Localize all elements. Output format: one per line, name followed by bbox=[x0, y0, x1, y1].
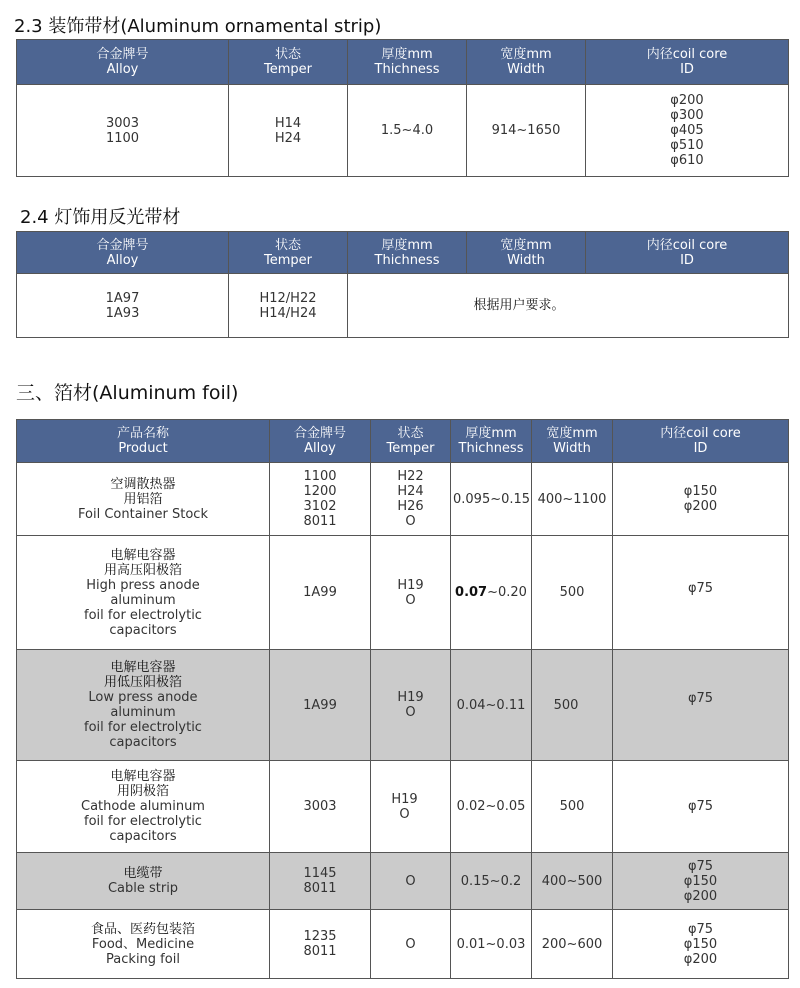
cell-id: φ75 bbox=[613, 761, 789, 853]
cell-temper: H12/H22 H14/H24 bbox=[229, 274, 348, 338]
cell-alloy: 1235 8011 bbox=[270, 910, 371, 979]
cell-temper: H22 H24 H26 O bbox=[371, 463, 451, 536]
cell-width: 500 bbox=[532, 761, 613, 853]
header-id: 内径coil core ID bbox=[586, 232, 789, 274]
cell-id: φ75 φ150 φ200 bbox=[613, 910, 789, 979]
section-2-4-title: 2.4 灯饰用反光带材 bbox=[20, 207, 181, 228]
table-header-row bbox=[17, 420, 789, 463]
cell-alloy: 1A97 1A93 bbox=[17, 274, 229, 338]
header-temper: 状态 Temper bbox=[371, 420, 451, 463]
header-alloy: 合金牌号 Alloy bbox=[17, 232, 229, 274]
table-header-row bbox=[17, 40, 789, 85]
cell-thickness: 1.5~4.0 bbox=[348, 85, 467, 177]
cell-id: φ200 φ300 φ405 φ510 φ610 bbox=[586, 85, 789, 177]
aluminum-foil-table bbox=[16, 419, 789, 979]
header-alloy: 合金牌号 Alloy bbox=[17, 40, 229, 85]
header-id: 内径coil core ID bbox=[613, 420, 789, 463]
header-thickness: 厚度mm Thichness bbox=[451, 420, 532, 463]
cell-product: 空调散热器 用铝箔 Foil Container Stock bbox=[17, 463, 270, 536]
cell-alloy: 3003 1100 bbox=[17, 85, 229, 177]
cell-width: 400~1100 bbox=[532, 463, 613, 536]
cell-width: 500 bbox=[532, 536, 613, 650]
reflective-strip-table bbox=[16, 231, 789, 338]
header-id: 内径coil core ID bbox=[586, 40, 789, 85]
cell-alloy: 1100 1200 3102 8011 bbox=[270, 463, 371, 536]
cell-product: 食品、医药包装箔 Food、Medicine Packing foil bbox=[17, 910, 270, 979]
table-row bbox=[17, 650, 789, 761]
cell-thickness: 0.02~0.05 bbox=[451, 761, 532, 853]
cell-alloy: 1A99 bbox=[270, 650, 371, 761]
cell-temper: H19 O bbox=[371, 536, 451, 650]
cell-width: 500 bbox=[532, 650, 613, 761]
header-width: 宽度mm Width bbox=[467, 40, 586, 85]
cell-id: φ75 bbox=[613, 650, 789, 761]
cell-alloy: 3003 bbox=[270, 761, 371, 853]
header-thickness: 厚度mm Thichness bbox=[348, 40, 467, 85]
cell-note: 根据用户要求。 bbox=[348, 274, 789, 338]
cell-thickness: 0.15~0.2 bbox=[451, 853, 532, 910]
cell-temper: O bbox=[371, 853, 451, 910]
section-2-3-title: 2.3 装饰带材(Aluminum ornamental strip) bbox=[14, 16, 382, 37]
cell-id: φ75 bbox=[613, 536, 789, 650]
ornamental-strip-table bbox=[16, 39, 789, 177]
cell-product: 电解电容器 用阴极箔 Cathode aluminum foil for electrolytic capacitors bbox=[17, 761, 270, 853]
header-product: 产品名称 Product bbox=[17, 420, 270, 463]
table-row bbox=[17, 274, 789, 338]
cell-thickness: 0.01~0.03 bbox=[451, 910, 532, 979]
header-temper: 状态 Temper bbox=[229, 40, 348, 85]
table-row bbox=[17, 910, 789, 979]
table-row bbox=[17, 463, 789, 536]
cell-thickness: 0.07~0.20 bbox=[451, 536, 532, 650]
table-row bbox=[17, 853, 789, 910]
header-width: 宽度mm Width bbox=[467, 232, 586, 274]
cell-alloy: 1A99 bbox=[270, 536, 371, 650]
cell-alloy: 1145 8011 bbox=[270, 853, 371, 910]
cell-thickness: 0.095~0.15 bbox=[451, 463, 532, 536]
cell-product: 电解电容器 用低压阳极箔 Low press anode aluminum foil for electrolytic capacitors bbox=[17, 650, 270, 761]
header-width: 宽度mm Width bbox=[532, 420, 613, 463]
cell-width: 914~1650 bbox=[467, 85, 586, 177]
cell-product: 电解电容器 用高压阳极箔 High press anode aluminum foil for electrolytic capacitors bbox=[17, 536, 270, 650]
section-3-title: 三、箔材(Aluminum foil) bbox=[16, 382, 239, 404]
cell-width: 400~500 bbox=[532, 853, 613, 910]
table-row bbox=[17, 761, 789, 853]
table-row bbox=[17, 85, 789, 177]
cell-product: 电缆带 Cable strip bbox=[17, 853, 270, 910]
cell-temper: H19 O bbox=[371, 650, 451, 761]
cell-thickness: 0.04~0.11 bbox=[451, 650, 532, 761]
cell-id: φ150 φ200 bbox=[613, 463, 789, 536]
header-alloy: 合金牌号 Alloy bbox=[270, 420, 371, 463]
cell-id: φ75 φ150 φ200 bbox=[613, 853, 789, 910]
header-temper: 状态 Temper bbox=[229, 232, 348, 274]
cell-width: 200~600 bbox=[532, 910, 613, 979]
cell-temper: O bbox=[371, 910, 451, 979]
cell-temper: H19 O bbox=[371, 761, 451, 853]
table-header-row bbox=[17, 232, 789, 274]
header-thickness: 厚度mm Thichness bbox=[348, 232, 467, 274]
table-row bbox=[17, 536, 789, 650]
cell-temper: H14 H24 bbox=[229, 85, 348, 177]
